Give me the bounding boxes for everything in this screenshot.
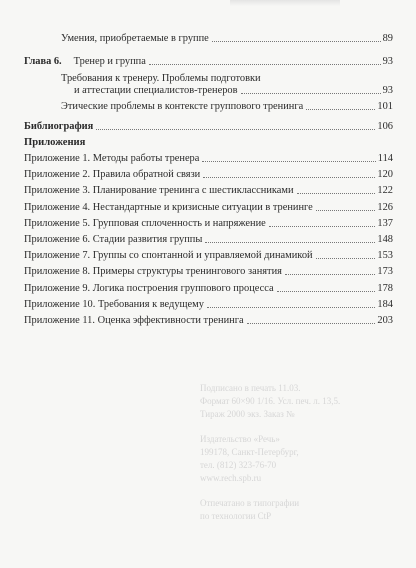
leader-dots xyxy=(241,93,381,94)
chapter-label: Глава 6. xyxy=(24,56,62,67)
appendix-title: Приложение 4. Нестандартные и кризисные ситуации в тренинге xyxy=(24,201,313,213)
chapter-title: Тренер и группа xyxy=(73,56,146,67)
appendix-title: Приложение 7. Группы со спонтанной и управляемой динамикой xyxy=(24,250,313,262)
leader-dots xyxy=(247,323,376,324)
toc-chapter-entry xyxy=(24,56,393,68)
appendix-page: 126 xyxy=(377,201,393,213)
leader-dots xyxy=(96,129,375,130)
appendix-entry xyxy=(24,266,393,278)
leader-dots xyxy=(205,242,375,243)
bleed-line: Подписано в печать 11.03. xyxy=(200,383,301,393)
leader-dots xyxy=(202,161,375,162)
appendix-entry xyxy=(24,315,393,327)
leader-dots xyxy=(306,109,375,110)
appendix-page: 173 xyxy=(377,266,393,278)
leader-dots xyxy=(269,226,376,227)
appendix-entry xyxy=(24,250,393,262)
toc-entry xyxy=(61,85,393,97)
bleed-line: Формат 60×90 1/16. Усл. печ. л. 13,5. xyxy=(200,396,341,406)
leader-dots xyxy=(285,274,375,275)
appendix-page: 114 xyxy=(377,153,393,164)
appendix-title: Приложение 10. Требования к ведущему xyxy=(24,298,204,310)
appendix-title: Приложение 8. Примеры структуры тренингового занятия xyxy=(24,266,282,278)
appendix-entry xyxy=(24,202,393,214)
appendix-title: Приложение 5. Групповая сплоченность и напряжение xyxy=(24,217,266,229)
appendix-title: Приложение 6. Стадии развития группы xyxy=(24,234,203,245)
toc-entry-page: 106 xyxy=(377,121,393,132)
leader-dots xyxy=(277,291,376,292)
appendix-title: Приложение 1. Методы работы тренера xyxy=(24,153,200,164)
toc-entry-page: 89 xyxy=(382,33,393,44)
appendix-page: 184 xyxy=(377,298,393,310)
appendix-entry xyxy=(24,234,393,246)
bleed-line: 199178, Санкт-Петербург, xyxy=(200,447,299,457)
appendix-page: 178 xyxy=(377,282,393,294)
toc-entry-page: 93 xyxy=(382,85,393,96)
toc-entry-page: 101 xyxy=(377,101,393,112)
appendices-heading: Приложения xyxy=(24,137,86,148)
toc-bibliography-entry xyxy=(24,121,393,133)
leader-dots xyxy=(316,258,376,259)
appendix-page: 203 xyxy=(377,315,393,326)
appendix-title: Приложение 9. Логика построения группового процесса xyxy=(24,282,274,294)
appendix-entry xyxy=(24,299,393,311)
appendix-page: 137 xyxy=(377,217,393,229)
leader-dots xyxy=(297,193,376,194)
appendix-entry xyxy=(24,218,393,230)
leader-dots xyxy=(316,210,376,211)
leader-dots xyxy=(203,177,375,178)
bibliography-title: Библиография xyxy=(24,121,94,132)
bleed-line: www.rech.spb.ru xyxy=(200,473,262,483)
bleed-line: по технологии CtP xyxy=(200,511,272,521)
appendix-title: Приложение 3. Планирование тренинга с шестиклассниками xyxy=(24,185,294,197)
bleed-line: Издательство «Речь» xyxy=(200,434,280,444)
appendix-title: Приложение 11. Оценка эффективности тренинга xyxy=(24,315,244,326)
appendix-entry xyxy=(24,283,393,295)
appendix-page: 148 xyxy=(377,234,393,245)
page-edge-shadow xyxy=(230,0,340,6)
appendix-page: 120 xyxy=(377,169,393,181)
appendix-page: 122 xyxy=(377,185,393,197)
toc-entry-title: Этические проблемы в контексте группового тренинга xyxy=(61,101,304,112)
appendix-entry xyxy=(24,169,393,181)
toc-entry-title: Умения, приобретаемые в группе xyxy=(61,33,209,44)
leader-dots xyxy=(149,64,381,65)
bleed-through-text xyxy=(200,382,340,523)
bleed-line: тел. (812) 323-76-70 xyxy=(200,460,277,470)
bleed-line: Отпечатано в типографии xyxy=(200,498,300,508)
leader-dots xyxy=(207,307,376,308)
leader-dots xyxy=(212,41,381,42)
toc-entry-title-line1: Требования к тренеру. Проблемы подготовки xyxy=(61,73,261,84)
bleed-line: Тираж 2000 экз. Заказ № xyxy=(200,409,295,419)
appendix-title: Приложение 2. Правила обратной связи xyxy=(24,169,201,181)
appendix-page: 153 xyxy=(377,250,393,262)
appendix-entry xyxy=(24,153,393,165)
appendix-entry xyxy=(24,185,393,197)
toc-entry xyxy=(61,101,393,113)
toc-entry-title-line2: и аттестации специалистов-тренеров xyxy=(74,85,238,96)
toc-entry xyxy=(61,33,393,45)
toc-entry-page: 93 xyxy=(382,56,393,67)
